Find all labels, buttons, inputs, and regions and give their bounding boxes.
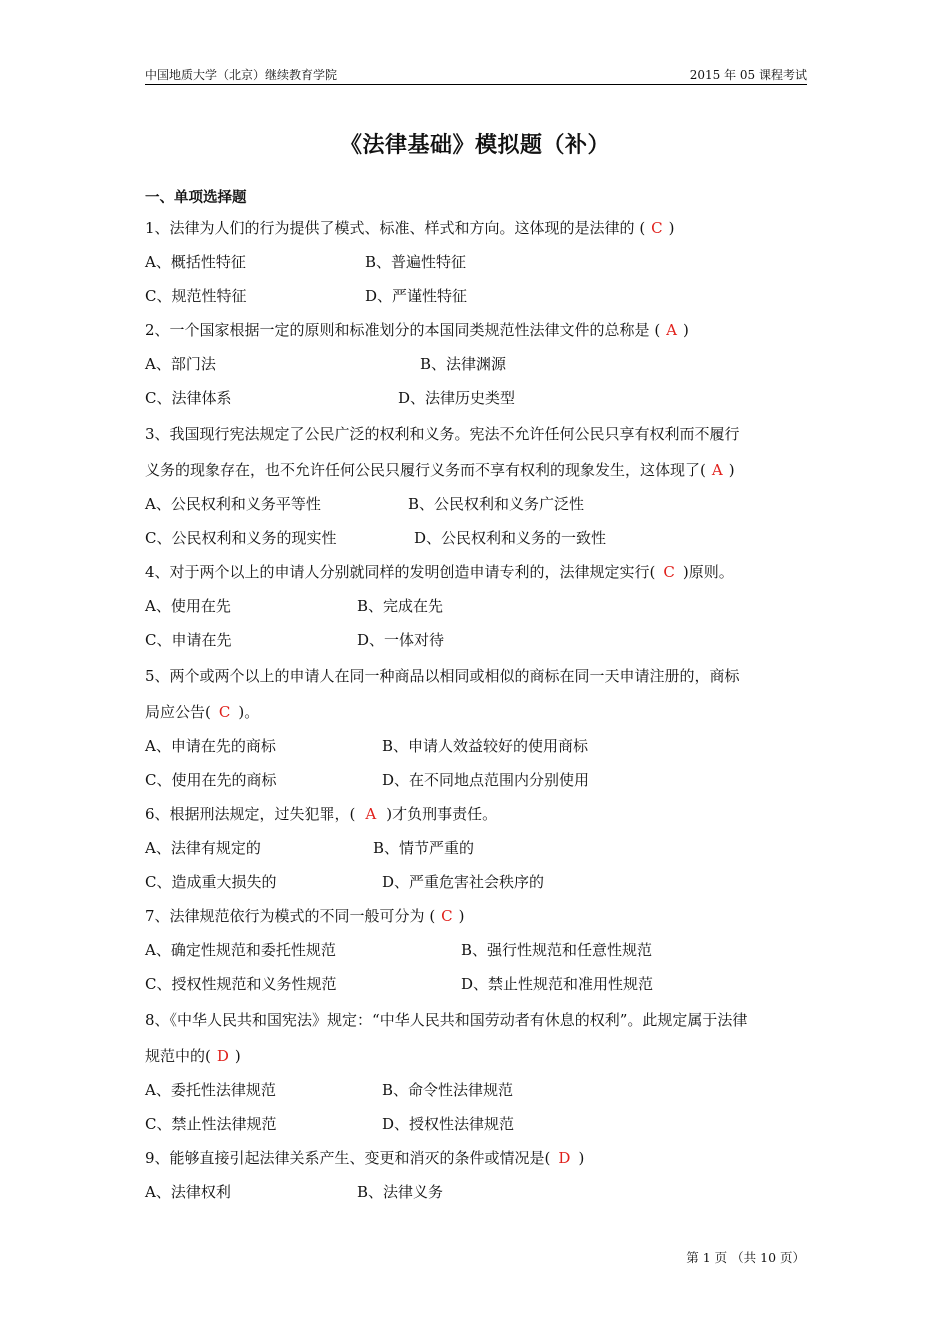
question-3-option-d: D、公民权利和义务的一致性 — [414, 529, 607, 547]
question-8-stem-line-2: 规范中的( D ) — [145, 1047, 241, 1065]
question-9-stem: 9、能够直接引起法律关系产生、变更和消灭的条件或情况是( D ) — [145, 1149, 585, 1167]
question-2-stem: 2、一个国家根据一定的原则和标准划分的本国同类规范性法律文件的总称是 ( A ) — [145, 321, 689, 339]
question-5-option-b: B、申请人效益较好的使用商标 — [382, 737, 589, 755]
page-number: 第 1 页 （共 10 页） — [686, 1250, 805, 1265]
section-heading: 一、单项选择题 — [145, 190, 247, 206]
question-7-option-d: D、禁止性规范和准用性规范 — [461, 975, 654, 993]
answer-2: A — [666, 321, 678, 339]
question-5-stem-line-2: 局应公告( C )。 — [145, 703, 260, 721]
answer-6: A — [365, 805, 377, 823]
question-4-option-c: C、申请在先 — [145, 631, 232, 649]
answer-7: C — [441, 907, 453, 925]
question-1-option-b: B、普遍性特征 — [365, 253, 467, 271]
question-2-option-a: A、部门法 — [145, 355, 216, 373]
question-6-stem: 6、根据刑法规定，过失犯罪，( A )才负刑事责任。 — [145, 805, 498, 823]
question-8-option-b: B、命令性法律规范 — [382, 1081, 514, 1099]
question-9-option-b: B、法律义务 — [357, 1183, 444, 1201]
answer-3: A — [711, 461, 723, 479]
question-1-option-c: C、规范性特征 — [145, 287, 247, 305]
question-3-stem-line-1: 3、我国现行宪法规定了公民广泛的权利和义务。宪法不允许任何公民只享有权利而不履行 — [145, 425, 740, 443]
question-6-option-d: D、严重危害社会秩序的 — [382, 873, 545, 891]
question-6-option-c: C、造成重大损失的 — [145, 873, 277, 891]
question-1-option-d: D、严谨性特征 — [365, 287, 468, 305]
question-1-option-a: A、概括性特征 — [145, 253, 246, 271]
question-1-stem: 1、法律为人们的行为提供了模式、标准、样式和方向。这体现的是法律的 ( C ) — [145, 219, 675, 237]
question-3-option-a: A、公民权利和义务平等性 — [145, 495, 321, 513]
question-8-option-a: A、委托性法律规范 — [145, 1081, 276, 1099]
question-4-stem: 4、对于两个以上的申请人分别就同样的发明创造申请专利的，法律规定实行( C )原则。 — [145, 563, 734, 581]
question-9-option-a: A、法律权利 — [145, 1183, 231, 1201]
question-8-stem-line-1: 8、《中华人民共和国宪法》规定：“中华人民共和国劳动者有休息的权利”。此规定属于法律 — [145, 1011, 748, 1029]
question-4-option-a: A、使用在先 — [145, 597, 231, 615]
question-8-option-d: D、授权性法律规范 — [382, 1115, 515, 1133]
question-4-option-b: B、完成在先 — [357, 597, 444, 615]
question-7-option-b: B、强行性规范和任意性规范 — [461, 941, 653, 959]
question-5-option-a: A、申请在先的商标 — [145, 737, 276, 755]
question-7-option-a: A、确定性规范和委托性规范 — [145, 941, 336, 959]
answer-5: C — [218, 703, 231, 721]
question-3-option-b: B、公民权利和义务广泛性 — [408, 495, 585, 513]
question-4-option-d: D、一体对待 — [357, 631, 445, 649]
answer-8: D — [216, 1047, 229, 1065]
question-5-option-c: C、使用在先的商标 — [145, 771, 277, 789]
question-6-option-a: A、法律有规定的 — [145, 839, 261, 857]
header-institution: 中国地质大学（北京）继续教育学院 — [145, 68, 338, 82]
document-title: 《法律基础》模拟题（补） — [339, 133, 610, 158]
answer-9: D — [558, 1149, 571, 1167]
question-3-stem-line-2: 义务的现象存在，也不允许任何公民只履行义务而不享有权利的现象发生，这体现了( A ) — [145, 461, 735, 479]
answer-1: C — [651, 219, 663, 237]
question-5-stem-line-1: 5、两个或两个以上的申请人在同一种商品以相同或相似的商标在同一天申请注册的，商标 — [145, 667, 740, 685]
question-3-option-c: C、公民权利和义务的现实性 — [145, 529, 337, 547]
question-2-option-d: D、法律历史类型 — [398, 389, 516, 407]
question-5-option-d: D、在不同地点范围内分别使用 — [382, 771, 590, 789]
question-7-option-c: C、授权性规范和义务性规范 — [145, 975, 337, 993]
answer-4: C — [663, 563, 675, 581]
question-2-option-b: B、法律渊源 — [420, 355, 507, 373]
header-exam-term: 2015 年 05 课程考试 — [689, 68, 807, 82]
question-7-stem: 7、法律规范依行为模式的不同一般可分为 ( C ) — [145, 907, 465, 925]
page-header — [145, 64, 807, 85]
question-2-option-c: C、法律体系 — [145, 389, 232, 407]
question-6-option-b: B、情节严重的 — [373, 839, 475, 857]
question-8-option-c: C、禁止性法律规范 — [145, 1115, 277, 1133]
